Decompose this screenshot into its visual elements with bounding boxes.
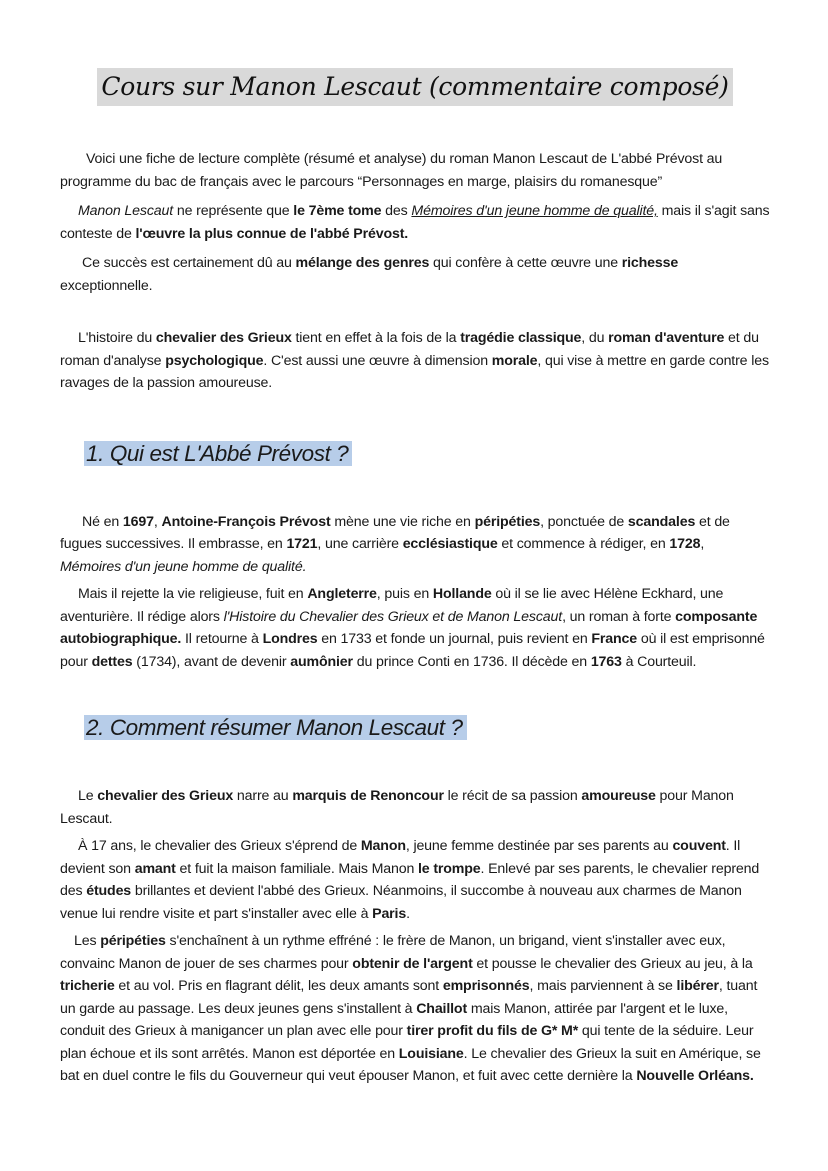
bold-text: obtenir de l'argent (352, 955, 473, 972)
bio-paragraph-1 (60, 511, 770, 579)
bold-text: scandales (627, 513, 696, 530)
text: Il retourne à (181, 631, 263, 647)
bold-text: ecclésiastique (402, 536, 498, 552)
text: tient en effet à la fois de la (291, 330, 461, 346)
bold-text: l'œuvre la plus connue de l'abbé Prévost. (135, 225, 409, 242)
text: . (406, 905, 410, 922)
text: Voici une fiche de lecture complète (résumé et analyse) du roman Manon Lescaut de L'abbé Prévost au programme du bac de français avec le parcours “Personnages en marge, plaisirs du romanesque” (60, 151, 723, 190)
text: et fuit la maison familiale. Mais Manon (175, 860, 419, 877)
bold-text: Antoine-François Prévost (161, 513, 331, 530)
summary-paragraph-3 (60, 930, 770, 1088)
bold-text: Louisiane (398, 1045, 464, 1062)
text: et pousse le chevalier des Grieux au jeu, à la (472, 955, 753, 972)
text: . C'est aussi une œuvre à dimension (263, 352, 492, 369)
bold-text: chevalier des Grieux (97, 788, 234, 804)
bold-text: Chaillot (416, 1000, 468, 1017)
bold-text: couvent (672, 838, 726, 854)
bold-text: dettes (91, 653, 133, 670)
title-wrap (60, 0, 770, 106)
text: , ponctuée de (540, 513, 628, 530)
bold-text: France (591, 631, 638, 647)
bold-text: psychologique (165, 352, 264, 369)
bold-text: Londres (262, 631, 318, 647)
section-2-heading-text: 2. Comment résumer Manon Lescaut ? (84, 715, 467, 740)
text: des (381, 203, 412, 219)
page-title: Cours sur Manon Lescaut (commentaire composé) (97, 68, 732, 106)
text: et du roman d'analyse (60, 330, 759, 369)
bold-text: tirer profit du fils de G* M* (406, 1023, 579, 1039)
text: , mais parviennent à se (529, 978, 677, 994)
section-2-heading (84, 713, 770, 743)
summary-paragraph-1 (60, 785, 770, 830)
bold-text: Manon (360, 838, 406, 854)
text: , jeune femme destinée par ses parents au (405, 838, 673, 854)
bold-text: 1697 (122, 513, 154, 530)
text: . Il devient son (60, 838, 741, 877)
bold-text: amant (134, 860, 176, 877)
bold-text: Hollande (432, 586, 492, 602)
bold-text: péripéties (100, 933, 166, 949)
text: Ce succès est certainement dû au (82, 255, 296, 271)
section-1-heading-text: 1. Qui est L'Abbé Prévost ? (84, 441, 352, 466)
bold-text: richesse (621, 255, 679, 271)
bold-text: Angleterre (307, 586, 377, 602)
text: Mais il rejette la vie religieuse, fuit en (78, 586, 308, 602)
section-1-heading (84, 439, 770, 469)
text: brillantes et devient l'abbé des Grieux. Néanmoins, il succombe à nouveau aux charmes de Manon venue lui rendre visite et part s'installer avec elle à (60, 883, 742, 922)
bold-text: composante autobiographique. (60, 608, 758, 647)
bold-text: le 7ème tome (293, 203, 382, 219)
underlined-italic-text: Mémoires d'un jeune homme de qualité, (411, 203, 658, 219)
text: , (153, 513, 162, 530)
bold-text: 1721 (286, 536, 318, 552)
text: À 17 ans, le chevalier des Grieux s'éprend de (78, 838, 361, 854)
text: et commence à rédiger, en (497, 536, 670, 552)
bold-text: le trompe (418, 860, 481, 877)
text: Les (74, 933, 101, 949)
bold-text: roman d'aventure (608, 330, 725, 346)
text: qui confère à cette œuvre une (429, 255, 622, 271)
bold-text: libérer (676, 978, 719, 994)
text: Le (78, 788, 98, 804)
bold-text: études (86, 883, 132, 899)
text: où il est emprisonné pour (60, 631, 765, 670)
text: ne représente que (173, 203, 294, 219)
text: et au vol. Pris en flagrant délit, les deux amants sont (114, 978, 443, 994)
intro-paragraph-3 (60, 252, 770, 297)
text: (1734), avant de devenir (132, 653, 291, 670)
summary-paragraph-2 (60, 835, 770, 925)
bold-text: mélange des genres (295, 255, 430, 271)
text: à Courteuil. (621, 653, 697, 670)
text: L'histoire du (78, 330, 156, 346)
bold-text: morale (491, 352, 538, 369)
text: . Enlevé par ses parents, le chevalier reprend des (60, 860, 760, 899)
bio-paragraph-2 (60, 583, 770, 673)
intro-paragraph-4 (60, 327, 770, 395)
bold-text: Paris (372, 905, 407, 922)
text: , (700, 536, 705, 552)
italic-text: Mémoires d'un jeune homme de qualité. (60, 558, 307, 575)
text: pour Manon Lescaut. (60, 788, 734, 827)
bold-text: marquis de Renoncour (292, 788, 444, 804)
text: Né en (82, 513, 123, 530)
text: , du (581, 330, 609, 346)
text: . Le chevalier des Grieux la suit en Amérique, se bat en duel contre le fils du Gouverneur qui veut épouser Manon, et fuit avec cette dernière la (60, 1045, 761, 1084)
bold-text: péripéties (474, 513, 541, 530)
bold-text: emprisonnés (442, 978, 530, 994)
bold-text: amoureuse (581, 788, 656, 804)
text: exceptionnelle. (60, 277, 153, 294)
italic-text: Manon Lescaut (78, 203, 174, 219)
text: , une carrière (317, 536, 403, 552)
text: mène une vie riche en (330, 513, 475, 530)
bold-text: tragédie classique (460, 330, 582, 346)
italic-text: l'Histoire du Chevalier des Grieux et de Manon Lescaut (223, 608, 563, 625)
text: mais Manon, attirée par l'argent et le luxe, conduit des Grieux à manigancer un plan avec elle pour (60, 1000, 728, 1039)
text: qui tente de la séduire. Leur plan échoue et ils sont arrêtés. Manon est déportée en (60, 1023, 754, 1062)
text: , tuant un garde au passage. Les deux jeunes gens s'installent à (60, 978, 758, 1017)
text: , puis en (376, 586, 433, 602)
text: du prince Conti en 1736. Il décède en (352, 653, 591, 670)
bold-text: 1763 (590, 653, 622, 670)
bold-text: chevalier des Grieux (155, 330, 292, 346)
intro-paragraph-2 (60, 200, 770, 245)
bold-text: aumônier (290, 653, 353, 670)
text: , un roman à forte (562, 608, 676, 625)
bold-text: 1728 (669, 536, 701, 552)
text: s'enchaînent à un rythme effréné : le frère de Manon, un brigand, vient s'installer avec eux, convainc Manon de jouer de ses charmes pour (60, 933, 726, 972)
text: où il se lie avec Hélène Eckhard, une aventurière. Il rédige alors (60, 586, 724, 625)
intro-paragraph-1 (60, 148, 770, 193)
text: en 1733 et fonde un journal, puis revient en (317, 631, 592, 647)
bold-text: tricherie (60, 978, 115, 994)
text: , qui vise à mettre en garde contre les ravages de la passion amoureuse. (60, 352, 769, 391)
text: narre au (233, 788, 293, 804)
text: et de fugues successives. Il embrasse, en (60, 513, 730, 552)
text: mais il s'agit sans conteste de (60, 203, 770, 242)
bold-text: Nouvelle Orléans. (636, 1068, 754, 1084)
text: le récit de sa passion (443, 788, 582, 804)
